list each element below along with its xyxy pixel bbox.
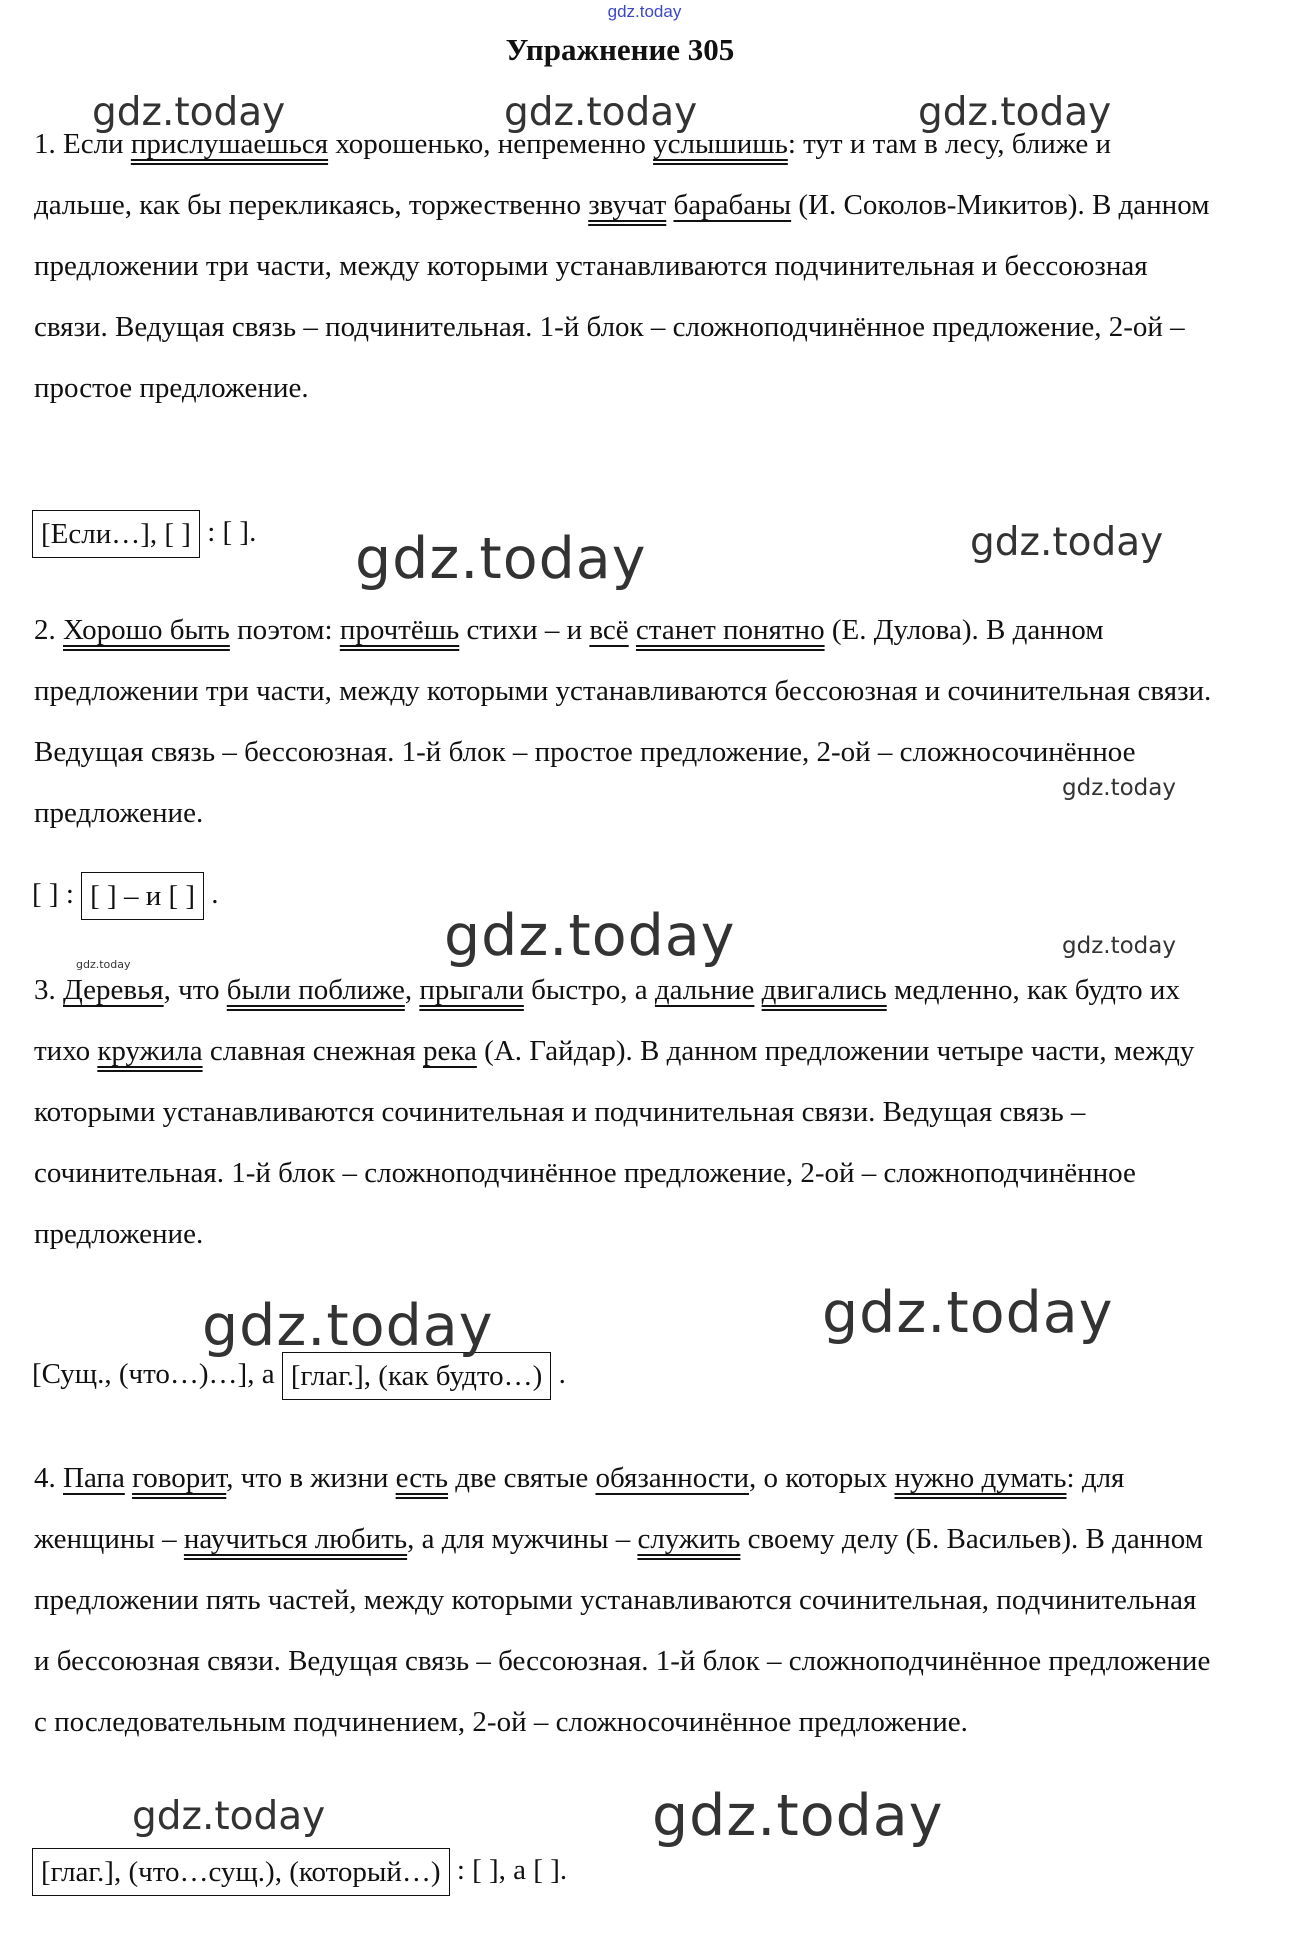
item-number: 2. bbox=[34, 614, 56, 646]
subject: обязанности bbox=[595, 1462, 749, 1494]
scheme-tail: . bbox=[211, 878, 219, 910]
subject: дальние bbox=[654, 974, 755, 1006]
text: хорошенько, непременно bbox=[335, 128, 646, 160]
scheme-head: [Сущ., (что…)…], а bbox=[32, 1358, 275, 1390]
text: быстро, а bbox=[531, 974, 648, 1006]
predicate: прыгали bbox=[419, 974, 524, 1006]
text: (А. Гайдар). В данном предложении четыре части, между которыми устанавливаются сочинительная и подчинительная связи. Ведущая связь – сочинительная. 1-й блок – сложноподчинённое предложение, 2-ой – сложноподчинённое предложение. bbox=[34, 1035, 1195, 1250]
scheme-1 bbox=[32, 508, 256, 558]
watermark: gdz.today bbox=[202, 1293, 494, 1359]
text: (Е. Дулова). В данном предложении три части, между которыми устанавливаются бессоюзная и сочинительная связи. Ведущая связь – бессоюзная. 1-й блок – простое предложение, 2-ой – сложносочинённое предложение. bbox=[34, 614, 1212, 829]
text: , а для мужчины – bbox=[407, 1523, 631, 1555]
predicate: прочтёшь bbox=[339, 614, 460, 646]
exercise-item-1 bbox=[34, 114, 1214, 419]
watermark: gdz.today bbox=[132, 1794, 326, 1839]
predicate: прислушаешься bbox=[130, 128, 329, 160]
scheme-box: [ ] – и [ ] bbox=[81, 872, 204, 920]
predicate: нужно думать bbox=[894, 1462, 1067, 1494]
scheme-box: [глаг.], (как будто…) bbox=[282, 1352, 552, 1400]
text: , о которых bbox=[749, 1462, 888, 1494]
text: славная снежная bbox=[209, 1035, 416, 1067]
item-number: 3. bbox=[34, 974, 56, 1006]
watermark: gdz.today bbox=[355, 526, 647, 592]
predicate: научиться любить bbox=[183, 1523, 408, 1555]
predicate: двигались bbox=[761, 974, 887, 1006]
text: (И. Соколов-Микитов). В данном предложении три части, между которыми устанавливаются подчинительная и бессоюзная связи. Ведущая связь – подчинительная. 1-й блок – сложноподчинённое предложение, 2-ой – простое предложение. bbox=[34, 189, 1210, 404]
scheme-4 bbox=[32, 1846, 567, 1896]
scheme-box: [глаг.], (что…сущ.), (который…) bbox=[32, 1848, 450, 1896]
item-number: 4. bbox=[34, 1462, 56, 1494]
watermark: gdz.today bbox=[504, 90, 698, 135]
watermark: gdz.today bbox=[1062, 933, 1176, 959]
scheme-box: [Если…], [ ] bbox=[32, 510, 200, 558]
scheme-2 bbox=[32, 870, 219, 920]
watermark: gdz.today bbox=[1062, 775, 1176, 801]
predicate: звучат bbox=[588, 189, 667, 221]
subject: барабаны bbox=[673, 189, 792, 221]
predicate: услышишь bbox=[653, 128, 788, 160]
subject: Деревья bbox=[63, 974, 164, 1006]
page-title: Упражнение 305 bbox=[505, 32, 735, 67]
watermark: gdz.today bbox=[918, 90, 1112, 135]
watermark: gdz.today bbox=[652, 1783, 944, 1849]
text: : для женщины – bbox=[34, 1462, 1125, 1555]
watermark: gdz.today bbox=[76, 958, 131, 971]
predicate: служить bbox=[637, 1523, 741, 1555]
subject: всё bbox=[589, 614, 629, 646]
watermark: gdz.today bbox=[970, 520, 1164, 565]
watermark: gdz.today bbox=[822, 1280, 1114, 1346]
text: две святые bbox=[455, 1462, 589, 1494]
watermark: gdz.today bbox=[92, 90, 286, 135]
text: : тут и там в лесу, ближе и дальше, как бы перекликаясь, торжественно bbox=[34, 128, 1112, 221]
text: поэтом: bbox=[237, 614, 333, 646]
predicate: говорит bbox=[132, 1462, 227, 1494]
predicate: станет понятно bbox=[635, 614, 825, 646]
watermark: gdz.today bbox=[444, 903, 736, 969]
text: своему делу (Б. Васильев). В данном предложении пять частей, между которыми устанавливаются сочинительная, подчинительная и бессоюзная связи. Ведущая связь – бессоюзная. 1-й блок – сложноподчинённое предложение с последовательным подчинением, 2-ой – сложносочинённое предложение. bbox=[34, 1523, 1211, 1738]
scheme-head: [ ] : bbox=[32, 878, 74, 910]
text: медленно, как будто их тихо bbox=[34, 974, 1180, 1067]
predicate: есть bbox=[395, 1462, 449, 1494]
scheme-tail: : [ ]. bbox=[207, 516, 257, 548]
subject: Папа bbox=[63, 1462, 125, 1494]
site-mark: gdz.today bbox=[607, 2, 682, 21]
text: стихи – и bbox=[466, 614, 583, 646]
text: , bbox=[404, 974, 413, 1006]
exercise-item-3 bbox=[34, 960, 1214, 1265]
exercise-item-2 bbox=[34, 600, 1214, 844]
text: , что bbox=[163, 974, 220, 1006]
predicate: Хорошо быть bbox=[63, 614, 230, 646]
exercise-item-4 bbox=[34, 1448, 1214, 1753]
predicate: кружила bbox=[97, 1035, 203, 1067]
predicate: были поближе bbox=[226, 974, 405, 1006]
scheme-tail: : [ ], а [ ]. bbox=[456, 1854, 568, 1886]
item-number: 1. bbox=[34, 128, 56, 160]
text: , что в жизни bbox=[226, 1462, 389, 1494]
text: Если bbox=[63, 128, 124, 160]
subject: река bbox=[423, 1035, 477, 1067]
scheme-tail: . bbox=[558, 1358, 566, 1390]
